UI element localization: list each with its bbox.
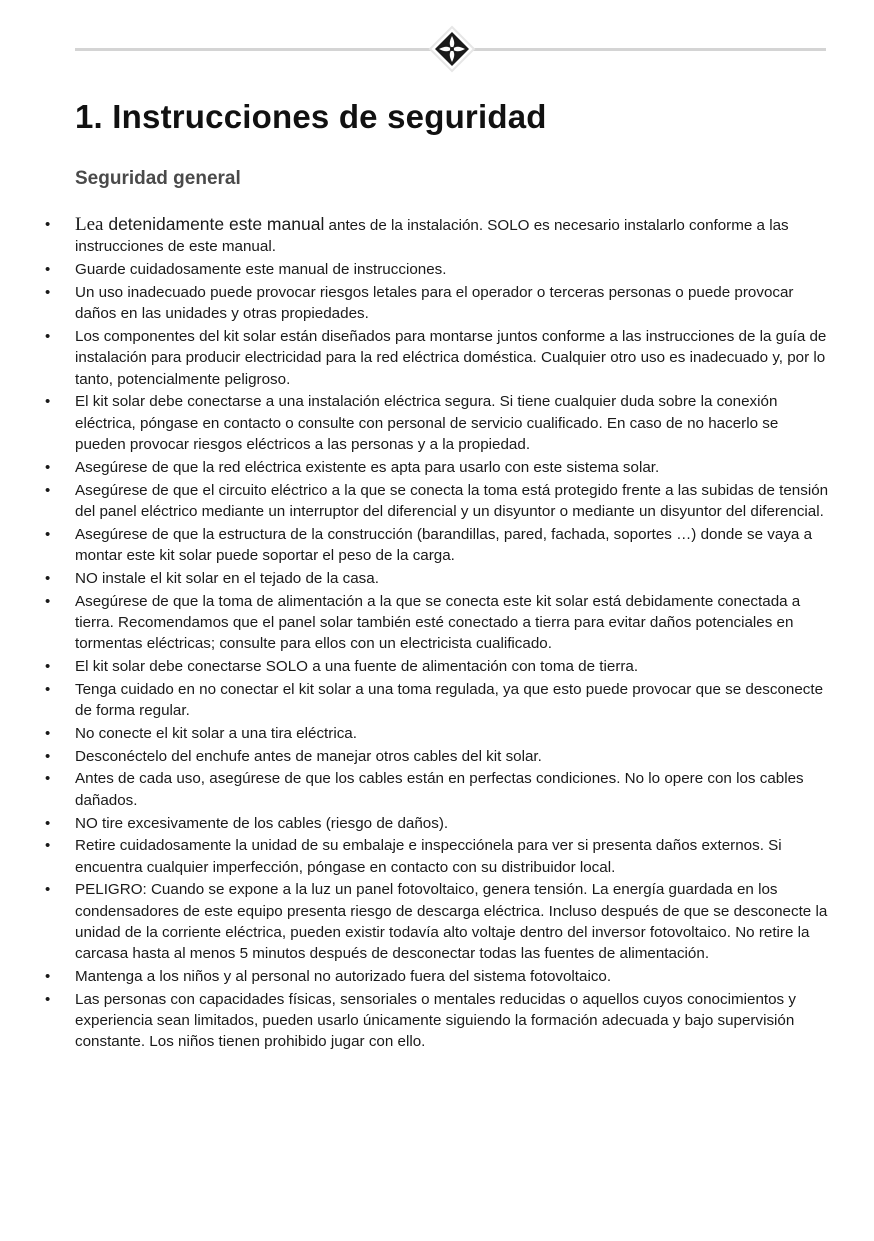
list-item: • No conecte el kit solar a una tira eléctrica. bbox=[75, 723, 831, 744]
section-title: Seguridad general bbox=[75, 168, 241, 189]
list-item-text: antes de la instalación. SOLO es necesario instalarlo conforme a las instrucciones de este manual. bbox=[75, 217, 789, 256]
list-item: • Asegúrese de que la red eléctrica existente es apta para usarlo con este sistema solar. bbox=[75, 457, 831, 478]
brand-logo-icon bbox=[428, 25, 476, 73]
safety-list bbox=[75, 214, 831, 1054]
list-item-lead-large: detenidamente este manual bbox=[103, 214, 325, 234]
list-item: • Tenga cuidado en no conectar el kit solar a una toma regulada, ya que esto puede provocar que se desconecte de forma regular. bbox=[75, 679, 831, 722]
page-title: 1. Instrucciones de seguridad bbox=[75, 98, 547, 135]
list-item: • El kit solar debe conectarse a una instalación eléctrica segura. Si tiene cualquier duda sobre la conexión eléctrica, póngase en contacto o consulte con personal de servicio cualificado. En caso de no hacerlo se pueden provocar riesgos eléctricos a las personas y a la propiedad. bbox=[75, 391, 831, 455]
list-item: • Los componentes del kit solar están diseñados para montarse juntos conforme a las instrucciones de la guía de instalación para producir electricidad para la red eléctrica doméstica. Cualquier otro uso es inadecuado y, por lo tanto, potencialmente peligroso. bbox=[75, 326, 831, 390]
list-item: • Antes de cada uso, asegúrese de que los cables están en perfectas condiciones. No lo opere con los cables dañados. bbox=[75, 768, 831, 811]
list-item: • Mantenga a los niños y al personal no autorizado fuera del sistema fotovoltaico. bbox=[75, 966, 831, 987]
list-item: • Desconéctelo del enchufe antes de manejar otros cables del kit solar. bbox=[75, 746, 831, 767]
list-item: • Asegúrese de que la toma de alimentación a la que se conecta este kit solar está debidamente conectada a tierra. Recomendamos que el panel solar también esté conectado a tierra para evitar daños potenciales en tormentas eléctricas; consulte para ellos con un electricista cualificado. bbox=[75, 591, 831, 655]
list-item: • Asegúrese de que el circuito eléctrico a la que se conecta la toma está protegido frente a las subidas de tensión del panel eléctrico mediante un interruptor del diferencial y un disyuntor o mediante un disyuntor del diferencial. bbox=[75, 480, 831, 523]
list-item-lead-serif: Lea bbox=[75, 214, 104, 235]
list-item: • El kit solar debe conectarse SOLO a una fuente de alimentación con toma de tierra. bbox=[75, 656, 831, 677]
list-item: • PELIGRO: Cuando se expone a la luz un panel fotovoltaico, genera tensión. La energía guardada en los condensadores de este equipo presenta riesgo de descarga eléctrica. Incluso después de que se desconecte la unidad de la corriente eléctrica, pueden existir todavía alto voltaje dentro del inversor fotovoltaico. No retire la carcasa hasta al menos 5 minutos después de desconectar todas las fuentes de alimentación. bbox=[75, 879, 831, 964]
list-item: • Retire cuidadosamente la unidad de su embalaje e inspecciónela para ver si presenta daños externos. Si encuentra cualquier imperfección, póngase en contacto con su distribuidor local. bbox=[75, 835, 831, 878]
list-item: • Guarde cuidadosamente este manual de instrucciones. bbox=[75, 259, 831, 280]
list-item: • NO instale el kit solar en el tejado de la casa. bbox=[75, 568, 831, 589]
list-item: • NO tire excesivamente de los cables (riesgo de daños). bbox=[75, 813, 831, 834]
list-item: • Asegúrese de que la estructura de la construcción (barandillas, pared, fachada, soportes …) donde se vaya a montar este kit solar puede soportar el peso de la carga. bbox=[75, 524, 831, 567]
list-item: • Las personas con capacidades físicas, sensoriales o mentales reducidas o aquellos cuyos conocimientos y experiencia sean limitados, pueden usarlo únicamente siguiendo la formación adecuada y bajo supervisión constante. Los niños tienen prohibido jugar con ello. bbox=[75, 989, 831, 1053]
list-item: • Un uso inadecuado puede provocar riesgos letales para el operador o terceras personas o puede provocar daños en las unidades y otras propiedades. bbox=[75, 282, 831, 325]
list-item bbox=[75, 214, 831, 258]
